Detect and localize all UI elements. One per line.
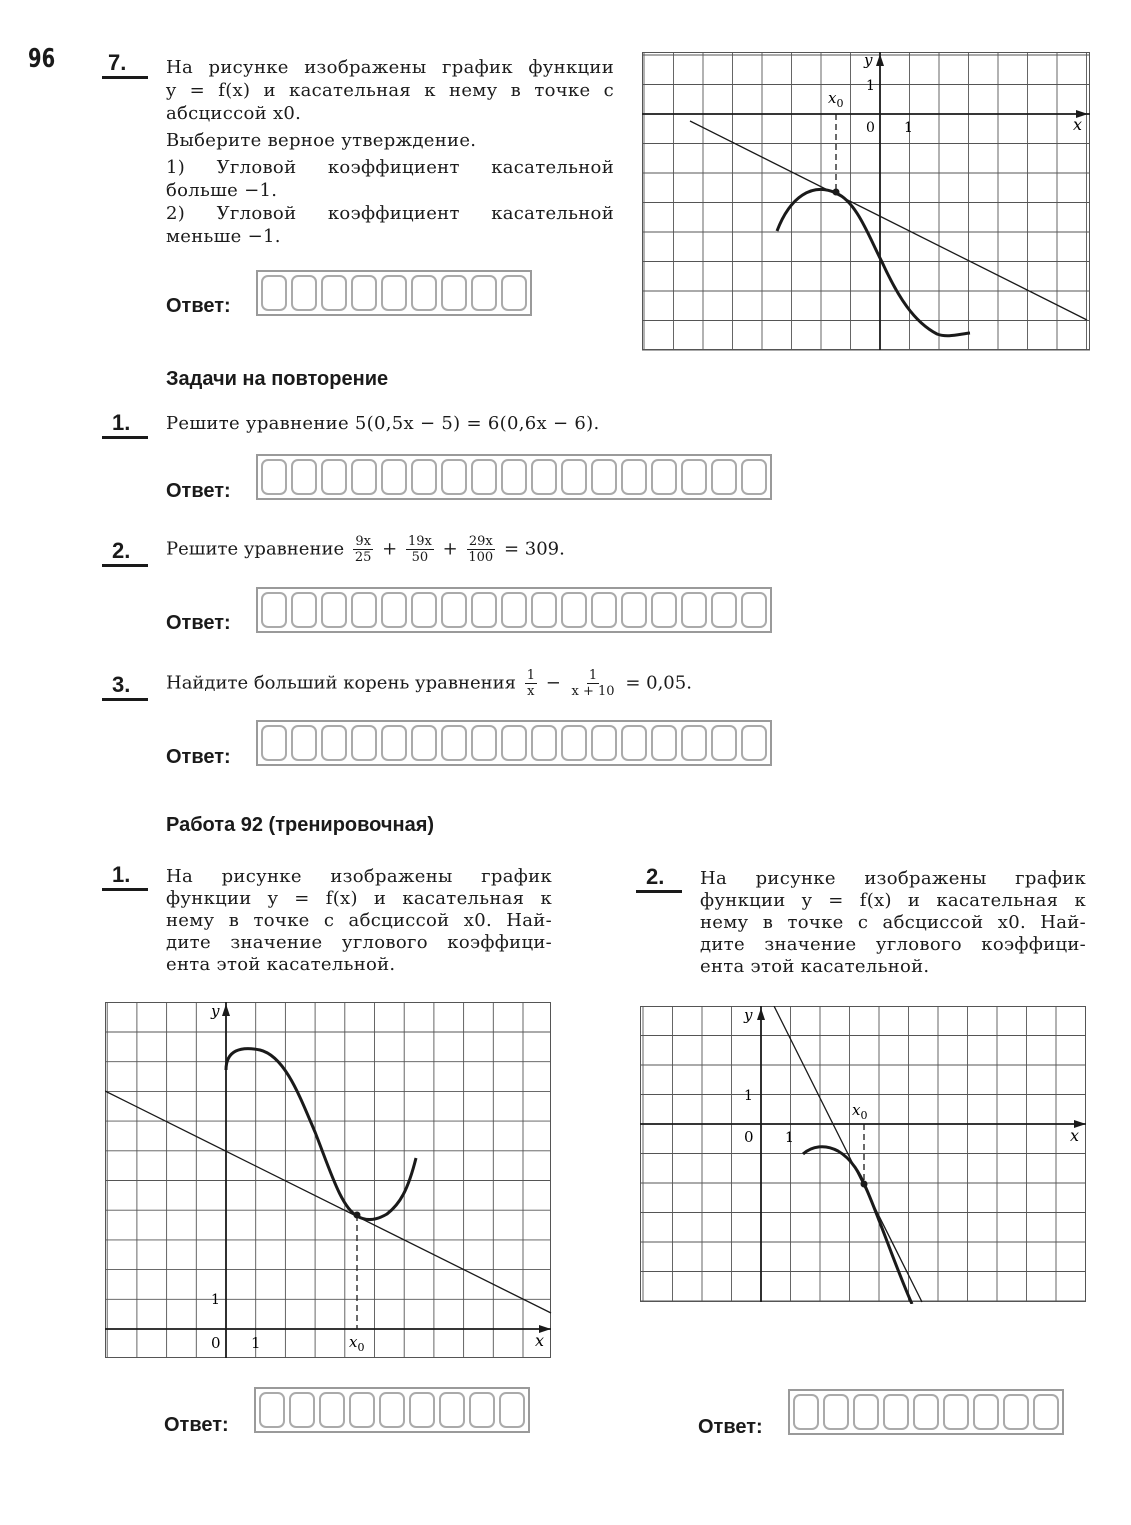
x-label: x bbox=[1070, 1126, 1080, 1145]
task-number-underline bbox=[102, 698, 148, 701]
answer-cell[interactable] bbox=[711, 459, 737, 495]
answer-cell[interactable] bbox=[621, 459, 647, 495]
review-3-number: 3. bbox=[112, 672, 131, 697]
task-7-text: На рисунке изображены график функции y = f(x) и касательная к нему в точке с абсциссой x0. Выберите верное утверждение. 1) Угловой коэффициент касательной больше −1. 2) Угловой коэффициент касательной меньше −1. bbox=[166, 57, 614, 247]
answer-cell[interactable] bbox=[381, 592, 407, 628]
answer-cell[interactable] bbox=[291, 592, 317, 628]
function-graph bbox=[803, 1147, 912, 1304]
answer-cell[interactable] bbox=[883, 1394, 909, 1430]
x0-label: $x_0$ bbox=[349, 1333, 365, 1354]
answer-cell[interactable] bbox=[261, 592, 287, 628]
y-one-label: 1 bbox=[211, 1292, 220, 1308]
answer-cell[interactable] bbox=[561, 725, 587, 761]
y-one-label: 1 bbox=[866, 78, 875, 94]
y-one-label: 1 bbox=[744, 1088, 753, 1104]
work-92-heading: Работа 92 (тренировочная) bbox=[166, 814, 435, 836]
task-number-underline bbox=[102, 564, 148, 567]
answer-cell[interactable] bbox=[321, 725, 347, 761]
answer-cell[interactable] bbox=[381, 459, 407, 495]
answer-cell[interactable] bbox=[471, 592, 497, 628]
answer-cell[interactable] bbox=[531, 592, 557, 628]
page-number: 96 bbox=[28, 44, 56, 74]
answer-cell[interactable] bbox=[441, 459, 467, 495]
answer-label: Ответ: bbox=[166, 612, 231, 634]
answer-cell[interactable] bbox=[1033, 1394, 1059, 1430]
answer-label: Ответ: bbox=[698, 1416, 763, 1438]
y-axis-arrow bbox=[222, 1004, 230, 1016]
answer-cell[interactable] bbox=[441, 725, 467, 761]
answer-cell[interactable] bbox=[853, 1394, 879, 1430]
answer-cell[interactable] bbox=[319, 1392, 345, 1428]
answer-cell[interactable] bbox=[561, 459, 587, 495]
answer-cell[interactable] bbox=[379, 1392, 405, 1428]
answer-cell[interactable] bbox=[291, 275, 317, 311]
answer-cell[interactable] bbox=[381, 275, 407, 311]
task-number-underline bbox=[102, 436, 148, 439]
function-graph bbox=[226, 1049, 416, 1220]
y-label: y bbox=[864, 52, 873, 69]
answer-cells[interactable] bbox=[256, 587, 772, 633]
answer-cell[interactable] bbox=[591, 725, 617, 761]
grid-border bbox=[641, 1007, 1086, 1302]
origin-label: 0 bbox=[211, 1334, 221, 1352]
grid bbox=[105, 1002, 551, 1358]
x-label: x bbox=[1073, 115, 1083, 134]
answer-cell[interactable] bbox=[321, 592, 347, 628]
answer-cell[interactable] bbox=[823, 1394, 849, 1430]
answer-cell[interactable] bbox=[261, 725, 287, 761]
x0-label: $x_0$ bbox=[828, 89, 844, 110]
x-label: x bbox=[535, 1331, 545, 1350]
task-number-underline bbox=[102, 76, 148, 79]
origin-label: 0 bbox=[866, 120, 875, 136]
answer-cell[interactable] bbox=[681, 592, 707, 628]
answer-cell[interactable] bbox=[411, 592, 437, 628]
work-2-graph bbox=[640, 1006, 1088, 1304]
answer-cell[interactable] bbox=[741, 725, 767, 761]
tangent-point bbox=[861, 1181, 868, 1188]
answer-cell[interactable] bbox=[441, 275, 467, 311]
review-2-number: 2. bbox=[112, 538, 131, 563]
answer-cell[interactable] bbox=[741, 459, 767, 495]
answer-cell[interactable] bbox=[561, 592, 587, 628]
answer-cell[interactable] bbox=[471, 459, 497, 495]
answer-cell[interactable] bbox=[351, 725, 377, 761]
x-one-label: 1 bbox=[251, 1334, 261, 1352]
answer-cell[interactable] bbox=[913, 1394, 939, 1430]
answer-cell[interactable] bbox=[711, 725, 737, 761]
answer-cell[interactable] bbox=[973, 1394, 999, 1430]
y-label: y bbox=[211, 1002, 220, 1020]
answer-cell[interactable] bbox=[591, 459, 617, 495]
answer-cells[interactable] bbox=[256, 720, 772, 766]
answer-cells[interactable] bbox=[254, 1387, 530, 1433]
task-number-underline bbox=[102, 888, 148, 891]
answer-cell[interactable] bbox=[793, 1394, 819, 1430]
tangent-point bbox=[354, 1212, 361, 1219]
answer-label: Ответ: bbox=[164, 1414, 229, 1436]
answer-cell[interactable] bbox=[411, 275, 437, 311]
review-2-equation: Решите уравнение $\frac{9x}{25}$ + $\frac{19x}{50}$ + $\frac{29x}{100}$ = 309. bbox=[166, 534, 565, 565]
work-2-text: На рисунке изображены график функции y = f(x) и касательная к нему в точке с абсциссой x0. Най- дите значение углового коэффици- ента этой касательной. bbox=[700, 868, 1086, 977]
answer-cell[interactable] bbox=[591, 592, 617, 628]
answer-cell[interactable] bbox=[471, 725, 497, 761]
answer-cell[interactable] bbox=[501, 725, 527, 761]
answer-cell[interactable] bbox=[943, 1394, 969, 1430]
answer-cell[interactable] bbox=[711, 592, 737, 628]
answer-cell[interactable] bbox=[411, 725, 437, 761]
answer-cell[interactable] bbox=[471, 275, 497, 311]
answer-label: Ответ: bbox=[166, 295, 231, 317]
answer-cell[interactable] bbox=[259, 1392, 285, 1428]
grid bbox=[642, 52, 1090, 350]
x-one-label: 1 bbox=[785, 1130, 794, 1146]
answer-cell[interactable] bbox=[409, 1392, 435, 1428]
answer-label: Ответ: bbox=[166, 480, 231, 502]
answer-cell[interactable] bbox=[741, 592, 767, 628]
answer-cell[interactable] bbox=[261, 459, 287, 495]
answer-cell[interactable] bbox=[261, 275, 287, 311]
answer-cell[interactable] bbox=[1003, 1394, 1029, 1430]
answer-cell[interactable] bbox=[439, 1392, 465, 1428]
review-heading: Задачи на повторение bbox=[166, 368, 389, 390]
answer-cell[interactable] bbox=[621, 725, 647, 761]
answer-cell[interactable] bbox=[501, 459, 527, 495]
answer-cell[interactable] bbox=[441, 592, 467, 628]
answer-cells[interactable] bbox=[256, 270, 532, 316]
answer-cell[interactable] bbox=[321, 275, 347, 311]
answer-cell[interactable] bbox=[651, 725, 677, 761]
x-one-label: 1 bbox=[904, 120, 913, 136]
answer-cell[interactable] bbox=[651, 592, 677, 628]
x0-label: $x_0$ bbox=[852, 1101, 868, 1122]
answer-cell[interactable] bbox=[501, 275, 527, 311]
answer-cell[interactable] bbox=[351, 592, 377, 628]
answer-cell[interactable] bbox=[681, 725, 707, 761]
tangent-line bbox=[105, 1091, 551, 1313]
answer-cell[interactable] bbox=[291, 725, 317, 761]
answer-cell[interactable] bbox=[351, 275, 377, 311]
review-3-equation: Найдите больший корень уравнения $\frac{1}{x}$ − $\frac{1}{x + 10}$ = 0,05. bbox=[166, 668, 692, 699]
grid bbox=[640, 1006, 1086, 1302]
y-axis-arrow bbox=[876, 54, 884, 66]
answer-cell[interactable] bbox=[501, 592, 527, 628]
work-2-number: 2. bbox=[646, 864, 665, 889]
work-1-text: На рисунке изображены график функции y = f(x) и касательная к нему в точке с абсциссой x0. Най- дите значение углового коэффици- ента этой касательной. bbox=[166, 866, 552, 975]
task-number-underline bbox=[636, 890, 682, 893]
answer-cells[interactable] bbox=[788, 1389, 1064, 1435]
review-1-number: 1. bbox=[112, 410, 131, 435]
y-axis-arrow bbox=[757, 1008, 765, 1020]
grid-border bbox=[643, 53, 1090, 350]
answer-cell[interactable] bbox=[351, 459, 377, 495]
task-7-graph bbox=[642, 52, 1092, 352]
function-graph bbox=[777, 189, 970, 335]
y-label: y bbox=[744, 1006, 753, 1024]
answer-cells[interactable] bbox=[256, 454, 772, 500]
answer-cell[interactable] bbox=[681, 459, 707, 495]
answer-cell[interactable] bbox=[349, 1392, 375, 1428]
answer-label: Ответ: bbox=[166, 746, 231, 768]
work-1-number: 1. bbox=[112, 862, 131, 887]
answer-cell[interactable] bbox=[531, 459, 557, 495]
origin-label: 0 bbox=[744, 1128, 754, 1146]
answer-cell[interactable] bbox=[621, 592, 647, 628]
answer-cell[interactable] bbox=[291, 459, 317, 495]
work-1-graph bbox=[105, 1002, 553, 1360]
grid-border bbox=[106, 1003, 551, 1358]
answer-cell[interactable] bbox=[381, 725, 407, 761]
tangent-point bbox=[833, 189, 840, 196]
answer-cell[interactable] bbox=[289, 1392, 315, 1428]
review-1-text: Решите уравнение 5(0,5x − 5) = 6(0,6x − 6). bbox=[166, 413, 600, 434]
answer-cell[interactable] bbox=[321, 459, 347, 495]
answer-cell[interactable] bbox=[411, 459, 437, 495]
answer-cell[interactable] bbox=[651, 459, 677, 495]
answer-cell[interactable] bbox=[499, 1392, 525, 1428]
task-7-number: 7. bbox=[108, 50, 127, 75]
tangent-line bbox=[774, 1006, 922, 1302]
answer-cell[interactable] bbox=[469, 1392, 495, 1428]
answer-cell[interactable] bbox=[531, 725, 557, 761]
